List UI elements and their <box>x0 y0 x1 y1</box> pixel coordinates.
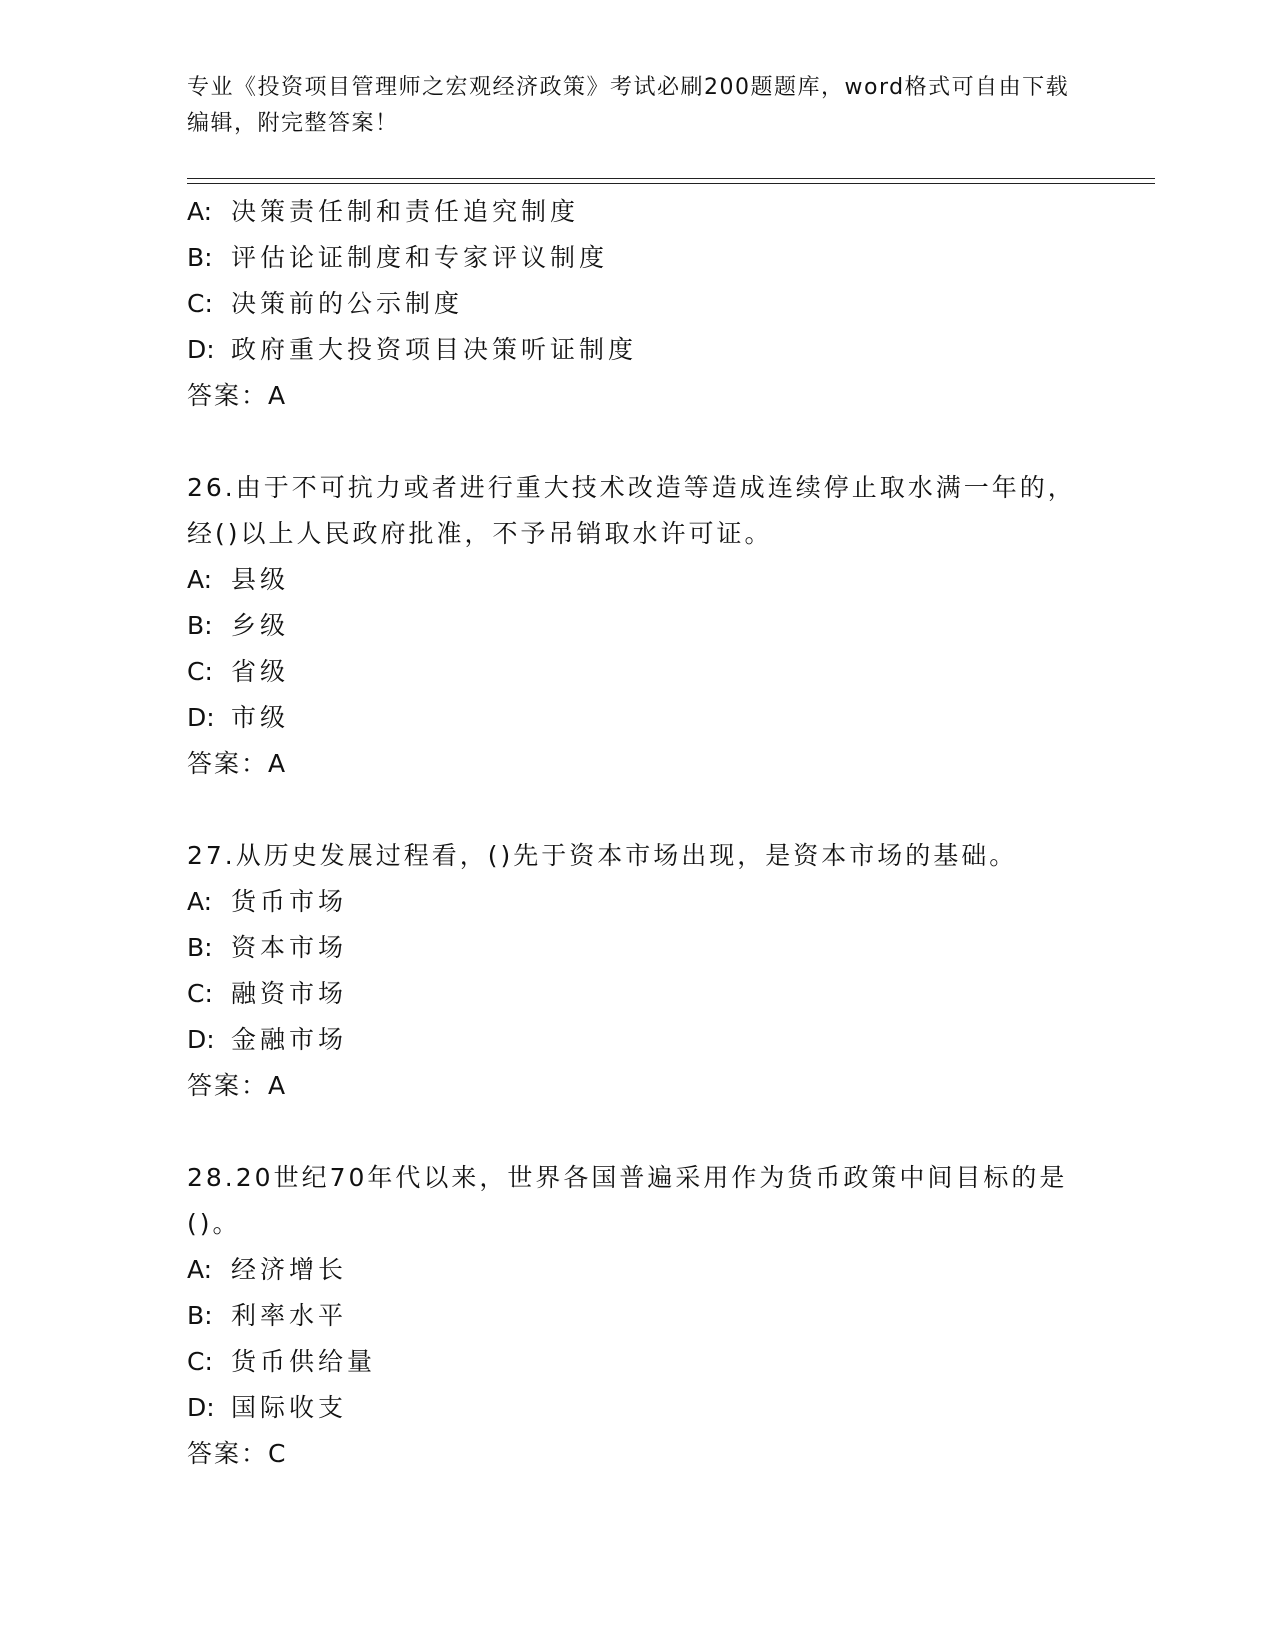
option-a <box>187 557 1087 603</box>
question-28 <box>187 1155 1087 1477</box>
answer-label: 答案： <box>187 381 269 410</box>
option-text: 评估论证制度和专家评议制度 <box>231 243 609 272</box>
option-text: 货币市场 <box>231 887 348 916</box>
option-text: 市级 <box>231 703 290 732</box>
option-text: 货币供给量 <box>231 1347 377 1376</box>
option-letter: B: <box>187 1301 213 1330</box>
option-b <box>187 925 1087 971</box>
option-c <box>187 1339 1087 1385</box>
answer-line <box>187 1431 1087 1477</box>
option-c <box>187 649 1087 695</box>
option-letter: A: <box>187 887 213 916</box>
answer-label: 答案： <box>187 749 269 778</box>
question-stem: 27.从历史发展过程看，()先于资本市场出现，是资本市场的基础。 <box>187 841 1018 870</box>
option-d <box>187 1017 1087 1063</box>
option-text: 融资市场 <box>231 979 348 1008</box>
answer-line <box>187 373 1087 419</box>
option-text: 国际收支 <box>231 1393 348 1422</box>
document-header: 专业《投资项目管理师之宏观经济政策》考试必刷200题题库，word格式可自由下载编辑，附完整答案！ <box>187 75 1070 136</box>
answer-value: A <box>268 381 286 410</box>
option-text: 金融市场 <box>231 1025 348 1054</box>
option-b <box>187 235 1087 281</box>
option-d <box>187 695 1087 741</box>
answer-line <box>187 1063 1087 1109</box>
answer-value: A <box>268 1071 286 1100</box>
option-a <box>187 879 1087 925</box>
option-text: 利率水平 <box>231 1301 348 1330</box>
option-letter: B: <box>187 243 213 272</box>
option-letter: C: <box>187 1347 213 1376</box>
answer-label: 答案： <box>187 1439 269 1468</box>
option-text: 决策责任制和责任追究制度 <box>231 197 580 226</box>
option-letter: B: <box>187 933 213 962</box>
header-divider-top <box>187 178 1155 179</box>
option-letter: C: <box>187 979 213 1008</box>
option-text: 县级 <box>231 565 290 594</box>
option-text: 经济增长 <box>231 1255 348 1284</box>
option-b <box>187 603 1087 649</box>
option-letter: B: <box>187 611 213 640</box>
answer-value: C <box>268 1439 286 1468</box>
option-text: 乡级 <box>231 611 290 640</box>
question-26 <box>187 465 1087 787</box>
question-stem: 26.由于不可抗力或者进行重大技术改造等造成连续停止取水满一年的，经()以上人民政府批准，不予吊销取水许可证。 <box>187 473 1076 548</box>
question-27 <box>187 833 1087 1109</box>
option-text: 决策前的公示制度 <box>231 289 464 318</box>
option-a <box>187 189 1087 235</box>
option-letter: D: <box>187 1025 215 1054</box>
option-b <box>187 1293 1087 1339</box>
question-list <box>187 189 1087 1477</box>
option-c <box>187 281 1087 327</box>
option-text: 资本市场 <box>231 933 348 962</box>
answer-value: A <box>268 749 286 778</box>
option-letter: C: <box>187 657 213 686</box>
option-letter: D: <box>187 335 215 364</box>
option-d <box>187 327 1087 373</box>
answer-label: 答案： <box>187 1071 269 1100</box>
option-letter: A: <box>187 565 213 594</box>
option-letter: A: <box>187 197 213 226</box>
option-c <box>187 971 1087 1017</box>
option-letter: A: <box>187 1255 213 1284</box>
answer-line <box>187 741 1087 787</box>
header-divider-bottom <box>187 183 1155 184</box>
option-text: 省级 <box>231 657 290 686</box>
option-text: 政府重大投资项目决策听证制度 <box>231 335 638 364</box>
option-a <box>187 1247 1087 1293</box>
question-stem: 28.20世纪70年代以来，世界各国普遍采用作为货币政策中间目标的是()。 <box>187 1163 1068 1238</box>
option-letter: D: <box>187 1393 215 1422</box>
option-letter: D: <box>187 703 215 732</box>
question-partial <box>187 189 1087 419</box>
option-d <box>187 1385 1087 1431</box>
option-letter: C: <box>187 289 213 318</box>
